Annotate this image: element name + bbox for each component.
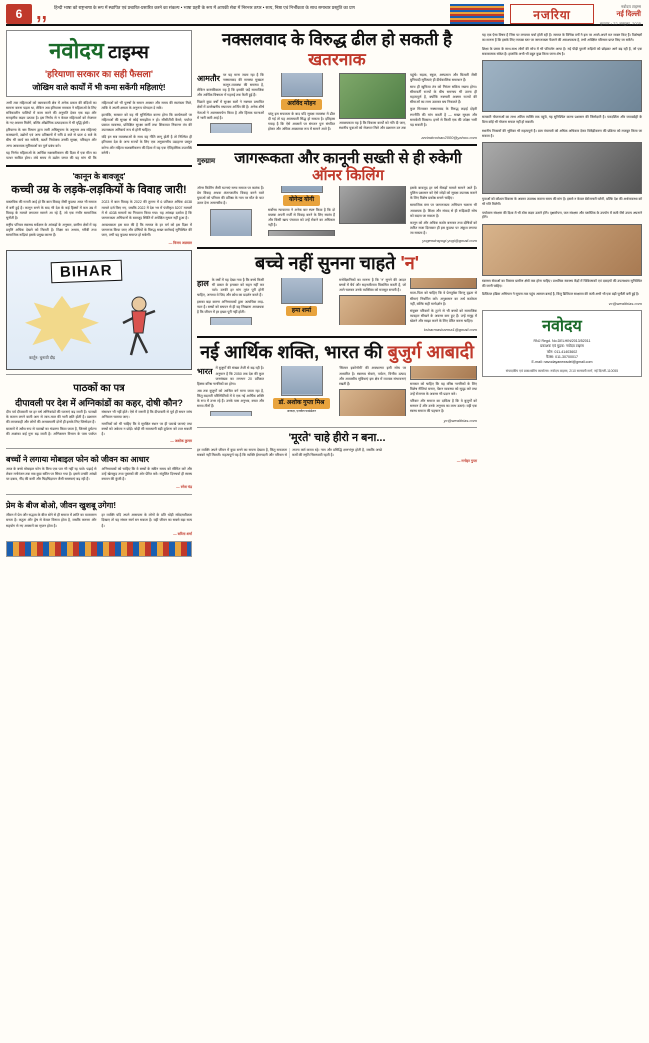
right-para: सरकारी योजनाओं का लाभ अंतिम व्यक्ति तक पहुंचे, यह सुनिश्चित करना प्रशासन की जिम्मेदारी है। पारदर्शिता और जवाबदेही के बिना कोई भी योजना सफल नहीं हो सकती। <box>482 115 642 125</box>
story1-email: arvindmohan2000@yahoo.com <box>421 134 477 140</box>
letter-para: दीप पर्व दीपावली पर हर वर्ष अग्निकांडों की घटनाएं बढ़ जाती हैं। पटाखों के कारण लगने वाली आग से जान-माल की भारी क्षति होती है। प्रशासन की लापरवाही और लोगों की असावधानी दोनों ही इसके लिए जिम्मेदार हैं। <box>6 409 97 424</box>
story4-para: परिवार और समाज का दायित्व है कि वे बुजुर्गों को सम्मान दें और उनके अनुभव का लाभ उठाएं। यही एक स्वस्थ समाज की पहचान है। <box>410 398 477 413</box>
story4-para: अब तक बुजुर्गों को आश्रित वर्ग माना जाता रहा है, किंतु बदलती परिस्थितियों में वे एक नई आर्थिक शक्ति के रूप में उभर रहे हैं। उनके पास अनुभव, बचत और समय तीनों हैं। <box>197 388 264 408</box>
story5-headline: 'मूरते' चाहे हीरो न बना... <box>288 431 386 444</box>
story4-para: सरकार को चाहिए कि वह वरिष्ठ नागरिकों के लिए विशेष नीतियां बनाए, पेंशन व्यवस्था को सुदृढ़ करे तथा उन्हें रोजगार के अवसर भी प्रदान करे। <box>410 381 477 396</box>
story4-headline <box>197 342 477 363</box>
divider <box>6 374 192 375</box>
letter2-byline: — रमेश चंद्र <box>176 485 192 490</box>
right-para: डिजिटल इंडिया अभियान ने सूचना तक पहुंच आसान बनाई है, किंतु डिजिटल साक्षरता की कमी अभी भी एक बड़ी चुनौती बनी हुई है। <box>482 292 640 297</box>
story2-para: सर्वोच्च न्यायालय ने अनेक बार स्पष्ट किया है कि दो वयस्क अपनी मर्जी से विवाह करने के लिए स्वतंत्र हैं और किसी खाप पंचायत को उन्हें रोकने का अधिकार नहीं है। <box>268 207 335 227</box>
story2-headline-accent: ऑनर किलिंग <box>312 167 384 185</box>
letter3-para: हर व्यक्ति यदि अपने आसपास के लोगों के प्रति थोड़ी संवेदनशीलता दिखाए तो यह संसार स्वर्ग बन सकता है। यही जीवन का सबसे बड़ा सत्य है। <box>101 513 192 528</box>
divider <box>197 336 477 338</box>
divider <box>197 427 477 428</box>
story-silver-economy <box>197 342 477 423</box>
story1-headline-accent: खतरनाक <box>308 49 366 69</box>
letter2-body <box>6 467 192 484</box>
letter2-para: आज के बच्चे मोबाइल फोन के बिना एक पल भी नहीं रह पाते। पढ़ाई से लेकर मनोरंजन तक सब कुछ स्क्रीन पर सिमट गया है। इससे उनकी आंखों पर दबाव, नींद की कमी और चिड़चिड़ापन जैसी समस्याएं बढ़ रही हैं। <box>6 467 97 482</box>
publisher-contact: RNJ Regd. No.DELHIN/2013/52011 प्रकाशक एवं मुद्रक: नवोदय टाइम्स फोन: 011-41403602 फैक्स: 011-30700017 E-mail: navodayanewsdel@gmail.com <box>531 338 593 365</box>
story2-para: कानून को और अधिक कठोर बनाकर तथा दोषियों को त्वरित सजा दिलाकर ही इस कुप्रथा पर अंकुश लगाया जा सकता है। <box>410 220 477 235</box>
story2-para: सामाजिक स्तर पर जागरूकता अभियान चलाना भी आवश्यक है। शिक्षा और संवाद से ही रूढ़िवादी सोच को बदला जा सकता है। <box>410 203 477 218</box>
story5-body <box>197 448 477 458</box>
edition-info <box>600 4 643 24</box>
editorial-para: अभी तक महिलाओं को कामकाजी क्षेत्र में अनेक प्रकार की बंदिशों का सामना करना पड़ता था, लेकिन अब हरियाणा सरकार ने महिलाओं के लिए रात्रिकालीन पालियों में काम करने की अनुमति देकर एक बड़ा और सराहनीय कदम उठाया है। इस निर्णय से न केवल महिलाओं को रोजगार के नए अवसर मिलेंगे, बल्कि औद्योगिक उत्पादकता में भी वृद्धि होगी। <box>6 101 97 126</box>
editorial-para: यदि इन सब व्यवस्थाओं के साथ यह नीति लागू होती है तो निश्चित ही हरियाणा देश के अन्य राज्यों के लिए एक अनुकरणीय उदाहरण प्रस्तुत करेगा और महिला सशक्तीकरण की दिशा में यह एक ऐतिहासिक उपलब्धि बनेगी। <box>101 135 192 155</box>
author-subtitle: अध्यक्ष, एजवेल फाउंडेशन <box>286 408 317 413</box>
story1-para: पर यह माना जाता रहा है कि नक्सलवाद की समस्या मुख्यतः कानून-व्यवस्था की समस्या है, लेकिन वास्तविकता यह है कि इसकी जड़ें सामाजिक और आर्थिक विषमता में गहराई तक फैली हुई हैं। <box>197 73 264 98</box>
story2-headline: कच्ची उम्र के लड़के-लड़कियों के विवाह जारी! <box>11 183 187 196</box>
story-honour-killing <box>197 150 477 243</box>
editorial-para: हालांकि, सरकार को यह भी सुनिश्चित करना होगा कि कार्यस्थलों पर महिलाओं की सुरक्षा से कोई समझौता न हो। सीसीटीवी कैमरे, पर्याप्त प्रकाश व्यवस्था, प्रशिक्षित सुरक्षा कर्मी तथा शिकायत निवारण तंत्र की उपलब्धता अनिवार्य रूप से होनी चाहिए। <box>101 113 192 133</box>
logo-times: टाइम्स <box>108 42 149 62</box>
story-naxalism <box>197 30 477 140</box>
masthead <box>6 4 643 26</box>
story3-para: इसका बड़ा कारण अभिभावकों द्वारा अत्यधिक लाड़-प्यार है। बच्चों को बचपन से ही यह सिखाना आवश्यक है कि जीवन में हर इच्छा पूरी नहीं होती। <box>197 299 264 314</box>
right-para: पर्यावरण संरक्षण की दिशा में भी ठोस कदम उठाने होंगे। वृक्षारोपण, जल संरक्षण और प्लास्टिक के उपयोग में कमी जैसे उपाय अपनाने होंगे। <box>482 210 642 220</box>
edition-brand: नवोदय टाइम्स <box>620 4 641 9</box>
story4-headline-main: नई आर्थिक शक्ति, भारत की <box>200 341 388 362</box>
story1-photo-forest <box>339 73 406 119</box>
story1-para: कुल मिलाकर नक्सलवाद के विरुद्ध लड़ाई दोहरी रणनीति की मांग करती है — सख्त सुरक्षा और समावेशी विकास। इनमें से किसी एक की उपेक्षा भारी पड़ सकती है। <box>410 107 477 127</box>
story4-body <box>197 366 477 415</box>
story3-headline <box>197 253 477 274</box>
editorial-para: यह निर्णय महिलाओं के आर्थिक सशक्तीकरण की दिशा में एक मील का पत्थर साबित होगा। लंबे समय से उद्योग जगत की यह मांग थी कि महिलाओं को भी पुरुषों के समान अवसर और समय की स्वतंत्रता मिले, ताकि वे अपनी क्षमता के अनुरूप योगदान दे सकें। <box>6 101 192 160</box>
right-para: यह एक ऐसा विषय है जिस पर लगातार चर्चा होती रही है। समाज के विभिन्न वर्गों ने इस पर अपने-अपने मत व्यक्त किए हैं। विशेषज्ञों का मानना है कि इसके लिए व्यापक स्तर पर जागरूकता फैलाने की आवश्यकता है, तभी अपेक्षित परिणाम प्राप्त किए जा सकेंगे। <box>482 33 642 43</box>
bottom-stripe-decoration <box>6 541 192 557</box>
story5-byline: — मनोहर गुप्ता <box>456 459 477 464</box>
story1-headline-main: नक्सलवाद के विरुद्ध ढील हो सकती है <box>221 30 453 49</box>
story1-para: आवश्यकता यह है कि विकास कार्यों को गति दी जाए, स्थानीय युवाओं को रोजगार मिले और प्रशासन उन तक पहुंचे। सड़क, स्कूल, अस्पताल और बिजली जैसी बुनियादी सुविधाएं ही दीर्घकालिक समाधान हैं। <box>339 73 477 131</box>
story2-para: 2023 में बाल विवाह के 2022 की तुलना में 6 प्रतिशत अधिक 4038 मामले दर्ज किए गए, जबकि 2022 में देश भर में पंजीकृत 5207 मामलों में से 4038 मामलों का निपटारा किया गया। यह आंकड़ा दर्शाता है कि जागरूकता अभियानों के बावजूद स्थिति में अपेक्षित सुधार नहीं हुआ है। <box>101 200 192 220</box>
story-closing-note <box>197 432 477 465</box>
story2-para: ऑनर किलिंग जैसी घटनाएं सभ्य समाज पर कलंक हैं। प्रेम विवाह अथवा अंतरजातीय विवाह करने वाले युवाओं को परिवार की प्रतिष्ठा के नाम पर मौत के घाट उतार देना अमानवीय है। <box>197 186 264 206</box>
story4-para: में बुजुर्गों की संख्या तेजी से बढ़ रही है। अनुमान है कि 2050 तक देश की कुल जनसंख्या का लगभग 20 प्रतिशत हिस्सा वरिष्ठ नागरिकों का होगा। <box>197 366 264 386</box>
logo-navoday: नवोदय <box>49 38 104 63</box>
author-name: डॉ. अशोक गुप्ता मिश्र <box>273 398 331 409</box>
letters-section-title: पाठकों का पत्र <box>73 382 125 394</box>
page-grid <box>6 30 643 1040</box>
story3-para: संयुक्त परिवारों के टूटने से भी बच्चों को सामाजिक व्यवहार सीखने के अवसर कम हुए हैं। उन्हें समूह में खेलने और साझा करने के लिए प्रेरित करना चाहिए। <box>410 308 477 323</box>
page-number: 6 <box>6 4 32 24</box>
middle-column <box>197 30 477 1040</box>
story4-para: 'सिल्वर इकोनॉमी' की अवधारणा इसी सोच पर आधारित है। स्वास्थ्य सेवाएं, पर्यटन, वित्तीय उत्पाद और आवासीय सुविधाएं इस क्षेत्र में व्यापक संभावनाएं रखती हैं। <box>339 366 406 386</box>
edition-city: नई दिल्ली <box>616 11 641 18</box>
letter3-headline: प्रेम के बीज बोओ, जीवन खुशबू उगेगा! <box>6 501 117 511</box>
story2-headline-main: जागरूकता और कानूनी सख्ती से ही रुकेगी <box>234 149 462 167</box>
letter2-para: अभिभावकों को चाहिए कि वे बच्चों के स्क्रीन समय को सीमित करें और उन्हें खेलकूद तथा पुस्तकों की ओर प्रेरित करें। संतुलित दिनचर्या ही स्वस्थ बचपन की कुंजी है। <box>101 467 192 482</box>
story2-kicker-mid: गुरुग्राम <box>197 157 216 165</box>
story2-byline: — विजय अग्रवाल <box>168 240 192 245</box>
story1-dropcap: आमतौर <box>197 74 220 84</box>
left-column <box>6 30 192 1040</box>
right-photo-2 <box>482 142 642 194</box>
publisher-imprint <box>482 310 642 377</box>
right-photo-3 <box>482 224 642 276</box>
publisher-address: संपादकीय एवं प्रकाशकीय कार्यालय: नवोदय टाइम्स, 2/10 सरस्वती मार्ग, नई दिल्ली-110055 <box>505 368 619 373</box>
story1-para: साथ ही खुफिया तंत्र को निरंतर सक्रिय रखना होगा। सीमावर्ती राज्यों के बीच समन्वय भी उतना ही महत्वपूर्ण है, क्योंकि नक्सली अक्सर राज्यों की सीमाओं का लाभ उठाकर बच निकलते हैं। <box>410 85 477 105</box>
story2-para: राष्ट्रीय परिवार स्वास्थ्य सर्वेक्षण के आंकड़ों के अनुसार, ग्रामीण क्षेत्रों में यह प्रवृत्ति अधिक देखने को मिलती है। शिक्षा का अभाव, गरीबी तथा सामाजिक रूढ़ियां इसके प्रमुख कारण हैं। <box>6 222 97 237</box>
editorial-body <box>6 101 192 161</box>
quote-mark-icon: ,, <box>36 2 48 24</box>
letter-byline: — अशोक कुमार <box>170 439 192 444</box>
letter3-byline: — सरिता शर्मा <box>173 531 192 536</box>
letter-para: नागरिकों को भी चाहिए कि वे सुरक्षित स्थान पर ही पटाखे जलाएं तथा बच्चों को अकेला न छोड़ें। थोड़ी सी सावधानी बड़ी दुर्घटना को टाल सकती है। <box>101 422 192 437</box>
masthead-tagline: हिन्दी भाषा को राष्ट्रभाषा के रूप में स्थापित एवं प्रचारित-प्रसारित करने का संकल्प • भाषा प्रहरी के रूप में आपकी सेवा में निरन्तर तत्पर • सत्य, निष्ठा एवं निर्भीकता के साथ समाचार प्रस्तुति का प्रण <box>54 5 355 10</box>
author-name: योगेन्द्र योगी <box>283 195 320 206</box>
right-para: शिक्षा के प्रसार के साथ-साथ लोगों की सोच में भी परिवर्तन आया है। नई पीढ़ी पुरानी रूढ़ियों को छोड़कर आगे बढ़ रही है, जो एक सकारात्मक संकेत है। हालांकि अभी भी बहुत कुछ किया जाना शेष है। <box>482 46 642 56</box>
cartoon-runner-figure <box>115 295 161 357</box>
divider <box>197 144 477 146</box>
story1-headline <box>197 30 477 69</box>
story3-para: माता-पिता को चाहिए कि वे प्रेमपूर्वक किन्तु दृढ़ता से सीमाएं निर्धारित करें। अनुशासन का अर्थ कठोरता नहीं, बल्कि सही मार्गदर्शन है। <box>410 291 477 306</box>
cartoon-label-bihar: BIHAR <box>51 260 122 283</box>
story-children <box>197 253 477 332</box>
story3-email: ksharmasharma1@gmail.com <box>423 326 477 332</box>
story4-headline-accent: बुजुर्ग आबादी <box>387 341 474 362</box>
story3-body <box>197 278 477 325</box>
story2-headline-mid <box>219 150 477 185</box>
story3-para: के वर्षों में यह देखा गया है कि बच्चे किसी भी प्रकार के इनकार को सहन नहीं कर पाते। उनकी हर मांग तुरंत पूरी होनी चाहिए, अन्यथा वे जिद और क्रोध का प्रदर्शन करते हैं। <box>197 277 264 297</box>
right-photo-1 <box>482 60 642 112</box>
story2-body-mid <box>197 186 477 236</box>
edition-date: बुधवार • 22 अक्टूबर, 2025 <box>599 20 641 26</box>
letters-body <box>6 410 192 438</box>
stripe-decoration <box>450 4 504 24</box>
story2-para: इसके बावजूद हर वर्ष सैकड़ों मामले सामने आते हैं। पुलिस प्रशासन को ऐसे जोड़ों को सुरक्षा उपलब्ध कराने के लिए विशेष प्रकोष्ठ बनाने चाहिए। <box>410 186 477 201</box>
story2-body <box>6 200 192 239</box>
editorial-para: हरियाणा के श्रम विभाग द्वारा जारी अधिसूचना के अनुसार अब महिलाएं कारखानों, उद्योगों एवं अन्य प्रतिष्ठानों में रात्रि 8 बजे से प्रातः 6 बजे के बीच भी कार्य कर सकेंगी, बशर्ते नियोक्ता उनकी सुरक्षा, परिवहन और अन्य आवश्यक सुविधाओं का पूर्ण प्रबंध करे। <box>6 128 97 148</box>
story1-para: पिछले कुछ वर्षों में सुरक्षा बलों ने नक्सल प्रभावित क्षेत्रों में उल्लेखनीय सफलता अर्जित की है। अनेक शीर्ष नेताओं ने आत्मसमर्पण किया है और हिंसक घटनाओं में भारी कमी आई है। <box>197 100 264 120</box>
right-col-text <box>482 33 642 297</box>
letter3-body <box>6 513 192 530</box>
right-para: युवाओं को कौशल विकास के अवसर उपलब्ध कराना समय की मांग है। इससे न केवल बेरोजगारी घटेगी, बल्कि देश की अर्थव्यवस्था को भी गति मिलेगी। <box>482 197 642 207</box>
story2-para: आवश्यकता इस बात की है कि समाज के हर वर्ग को इस दिशा में जागरूक किया जाए और दोषियों के विरुद्ध सख्त कार्रवाई सुनिश्चित की जाए, तभी यह कुप्रथा समाप्त हो सकेगी। <box>101 222 192 237</box>
paper-logo <box>6 30 192 97</box>
story4-dropcap: भारत <box>197 367 213 377</box>
right-para: स्थानीय निकायों की भूमिका भी महत्वपूर्ण है। ग्राम पंचायतों को अधिक अधिकार देकर विकेंद्रीकरण की प्रक्रिया को मजबूत किया जा सकता है। <box>482 128 642 138</box>
story3-para: मनोवैज्ञानिकों का मानना है कि 'न' सुनने की आदत बच्चों में धैर्य और सहनशीलता विकसित करती है, जो आगे चलकर उनके व्यक्तित्व को मजबूत बनाती है। <box>339 277 406 292</box>
cartoon-caption: कार्टून: चुनावी दौड़ <box>29 354 56 360</box>
divider <box>197 247 477 249</box>
editorial-cartoon <box>6 250 192 370</box>
story3-headline-main: बच्चे नहीं सुनना चाहते <box>255 252 401 273</box>
divider <box>6 448 192 449</box>
story2-kicker: 'कानून के बावजूद' <box>72 171 126 181</box>
story2-email: yogendrayogi.yogi@gmail.com <box>422 237 477 243</box>
author-name: अरविंद मोहन <box>281 99 321 110</box>
story3-headline-accent: 'न' <box>400 252 419 273</box>
editorial-kicker: 'हरियाणा सरकार का सही फैसला' <box>44 69 154 79</box>
section-label: नजरिया <box>510 4 594 24</box>
letter3-para: जीवन में प्रेम और सद्भाव के बीज बोने से ही समाज में शांति का वातावरण बनता है। कटुता और द्वेष से केवल विनाश होता है, जबकि करुणा और सहयोग से नए अवसरों का सृजन होता है। <box>6 513 97 528</box>
story2-para: वास्तविक की गलती आई हो कि बाल विवाह जैसी कुप्रथा आज भी समाज में बनी हुई है। कानून बनने के बाद भी देश के कई हिस्सों में कम उम्र में विवाह के मामले लगातार सामने आ रहे हैं, जो एक गंभीर सामाजिक चुनौती है। <box>6 200 97 220</box>
right-website: vc@wealthias.com <box>608 300 642 306</box>
right-column <box>482 30 642 1040</box>
divider <box>6 165 192 167</box>
letter-para: बाजारों में अवैध रूप से पटाखों का भंडारण किया जाता है, जिससे दुर्घटना की आशंका कई गुना बढ़ जाती है। अग्निशमन विभाग के पास पर्याप्त संसाधन भी नहीं होते। ऐसे में जरूरी है कि दीपावली से पूर्व ही सघन जांच अभियान चलाया जाए। <box>6 409 192 437</box>
story4-email: yc@wealthias.com <box>443 417 477 423</box>
editorial-headline: जोखिम वाले कार्यों में भी कमा सकेंगी महिलाएं! <box>32 83 166 92</box>
letters-headline: दीपावली पर देश में अग्निकांडों का कहर, दोषी कौन? <box>15 397 183 408</box>
story1-para: परंतु इस सफलता के बाद यदि सुरक्षा व्यवस्था में ढील दी गई तो यह आत्मघाती सिद्ध हो सकता है। इतिहास गवाह है कि ऐसे अवसरों पर संगठन पुनः संगठित होकर और अधिक आक्रामक रूप में सामने आते हैं। <box>268 111 335 131</box>
footer-logo-name: नवोदय <box>542 317 582 335</box>
story1-body <box>197 73 477 133</box>
right-para: स्वास्थ्य सेवाओं का विस्तार ग्रामीण क्षेत्रों तक होना चाहिए। प्राथमिक स्वास्थ्य केंद्रों में चिकित्सकों एवं दवाइयों की उपलब्धता सुनिश्चित की जानी चाहिए। <box>482 279 642 289</box>
cartoon-burst-shape <box>25 296 99 352</box>
author-name: हमा शर्मा <box>286 306 317 317</box>
letter2-headline: बच्चों ने लगाया मोबाइल फोन को जीवन का आधार <box>6 455 149 465</box>
story5-para: हर व्यक्ति अपने जीवन में कुछ बनने का सपना देखता है, किंतु सफलता सबको नहीं मिलती। महत्वपूर्ण यह है कि व्यक्ति ईमानदारी और परिश्रम से अपना कर्म करता रहे। नाम और प्रसिद्धि क्षणभंगुर होती है, जबकि अच्छे कर्मों की स्मृति चिरस्थायी रहती है। <box>197 448 382 458</box>
story3-dropcap: हाल <box>197 278 209 288</box>
divider <box>6 494 192 495</box>
